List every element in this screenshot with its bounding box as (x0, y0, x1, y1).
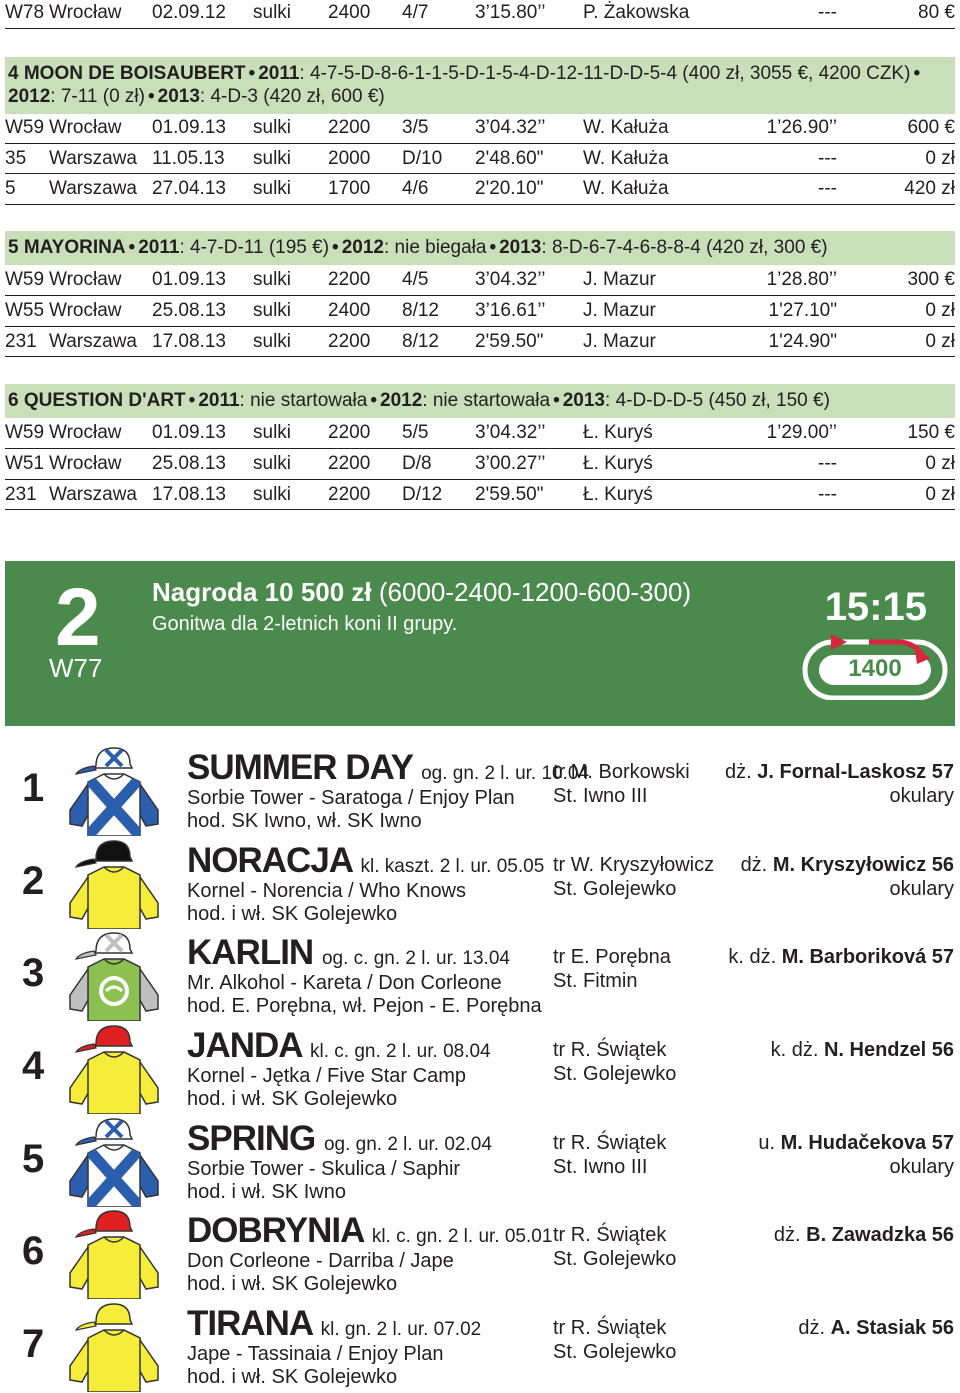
result-place: W59 (5, 269, 45, 290)
year-results: : 4-7-D-11 (195 €) (179, 237, 330, 258)
result-type: sulki (253, 484, 292, 505)
result-date: 02.09.12 (152, 2, 226, 23)
result-position: 8/12 (402, 300, 439, 321)
result-position: 3/5 (402, 117, 429, 138)
entry-row (0, 837, 960, 929)
result-record: 1’28.80’’ (766, 269, 837, 290)
year-results: : 4-D-3 (420 zł, 600 €) (199, 86, 385, 107)
result-prize: 600 € (907, 117, 955, 138)
result-distance: 2200 (328, 269, 371, 290)
entry-row (0, 744, 960, 836)
pedigree: Sorbie Tower - Saratoga / Enjoy Plan (187, 787, 515, 809)
result-type: sulki (253, 331, 292, 352)
result-city: Wrocław (49, 269, 122, 290)
result-record: 1’26.90’’ (766, 117, 837, 138)
entry-row (0, 1300, 960, 1392)
breeder-owner: hod. i wł. SK Golejewko (187, 1273, 398, 1295)
result-prize: 300 € (907, 269, 955, 290)
result-row (5, 0, 955, 28)
row-divider (5, 204, 955, 205)
stable: St. Iwno III (553, 1156, 648, 1178)
trainer: tr M. Borkowski (553, 761, 690, 783)
entry-row (0, 1022, 960, 1114)
horse-description: kl. c. gn. 2 l. ur. 05.01 (371, 1226, 553, 1247)
result-date: 25.08.13 (152, 453, 226, 474)
result-time: 3’04.32’’ (475, 269, 546, 290)
result-prize: 0 zł (925, 148, 955, 169)
result-prize: 0 zł (925, 484, 955, 505)
stable: St. Golejewko (553, 1248, 677, 1270)
year-results: : nie biegała (383, 237, 487, 258)
result-prize: 0 zł (925, 453, 955, 474)
trainer: tr R. Świątek (553, 1317, 667, 1339)
result-city: Warszawa (49, 148, 137, 169)
result-city: Warszawa (49, 178, 137, 199)
breeder-owner: hod. i wł. SK Golejewko (187, 1088, 398, 1110)
result-time: 2'20.10" (475, 178, 544, 199)
row-divider (5, 356, 955, 357)
stable: St. Golejewko (553, 878, 677, 900)
horse-description: og. c. gn. 2 l. ur. 13.04 (321, 948, 510, 969)
year-label: 2011 (258, 63, 300, 84)
horse-header-line: 6 QUESTION D'ART • 2011: nie startowała • 2012: nie startowała • 2013: 4-D-D-D-5 (450 zł, 150 €) (8, 390, 830, 411)
result-row (5, 265, 955, 295)
result-record: --- (818, 484, 837, 505)
result-time: 2'59.50" (475, 484, 544, 505)
result-distance: 1700 (328, 178, 371, 199)
horse-name: KARLIN og. c. gn. 2 l. ur. 13.04 (187, 933, 510, 972)
result-position: 5/5 (402, 422, 429, 443)
result-date: 01.09.13 (152, 269, 226, 290)
jockey: dż. B. Zawadzka 56 (773, 1224, 954, 1246)
result-prize: 0 zł (925, 331, 955, 352)
result-row (5, 480, 955, 510)
result-position: 4/5 (402, 269, 429, 290)
race-header (5, 561, 955, 726)
result-type: sulki (253, 300, 292, 321)
trainer: tr R. Świątek (553, 1132, 667, 1154)
trainer: tr R. Świątek (553, 1224, 667, 1246)
pedigree: Kornel - Jętka / Five Star Camp (187, 1065, 466, 1087)
equipment-note: okulary (889, 785, 954, 807)
pedigree: Jape - Tassinaia / Enjoy Plan (187, 1343, 444, 1365)
horse-header-line: 4 MOON DE BOISAUBERT • 2011: 4-7-5-D-8-6-1-1-5-D-1-5-4-D-12-11-D-D-5-4 (400 zł, 3055 €, 4200 CZK) • (8, 63, 921, 84)
year-label: 2012 (341, 237, 384, 258)
year-results: : nie startowała (422, 390, 551, 411)
trainer: tr E. Porębna (553, 946, 671, 968)
horse-description: og. gn. 2 l. ur. 02.04 (323, 1134, 492, 1155)
entry-number: 5 (22, 1137, 45, 1181)
year-results: : 4-D-D-D-5 (450 zł, 150 €) (605, 390, 830, 411)
jockey-silk-icon (66, 744, 162, 836)
result-distance: 2400 (328, 300, 371, 321)
result-type: sulki (253, 148, 292, 169)
result-jockey: J. Mazur (583, 300, 656, 321)
result-prize: 420 zł (904, 178, 955, 199)
jockey-silk-icon (66, 1115, 162, 1207)
horse-description: kl. c. gn. 2 l. ur. 08.04 (310, 1041, 491, 1062)
stable: St. Golejewko (553, 1063, 677, 1085)
pedigree: Don Corleone - Darriba / Jape (187, 1250, 454, 1272)
result-date: 11.05.13 (152, 148, 225, 169)
entry-row (0, 929, 960, 1021)
result-type: sulki (253, 453, 292, 474)
pedigree: Mr. Alkohol - Kareta / Don Corleone (187, 972, 502, 994)
result-row (5, 113, 955, 143)
result-position: 4/6 (402, 178, 429, 199)
breeder-owner: hod. E. Porębna, wł. Pejon - E. Porębna (187, 995, 542, 1017)
result-place: W78 (5, 2, 45, 23)
result-type: sulki (253, 269, 292, 290)
pedigree: Sorbie Tower - Skulica / Saphir (187, 1158, 461, 1180)
horse-description: kl. gn. 2 l. ur. 07.02 (320, 1319, 482, 1340)
jockey: u. M. Hudačekova 57 (758, 1132, 954, 1154)
year-label: 2012 (380, 390, 423, 411)
result-position: D/8 (402, 453, 432, 474)
breeder-owner: hod. i wł. SK Golejewko (187, 1366, 398, 1388)
year-label: 2011 (138, 237, 180, 258)
race-prize-split: (6000-2400-1200-600-300) (371, 577, 692, 607)
result-place: W59 (5, 117, 45, 138)
entry-number: 4 (22, 1044, 45, 1088)
row-divider (5, 28, 955, 29)
entry-row (0, 1207, 960, 1299)
race-number: 2 (55, 572, 101, 663)
horse-name: NORACJA kl. kaszt. 2 l. ur. 05.05 (187, 841, 545, 880)
result-row (5, 449, 955, 479)
result-city: Warszawa (49, 331, 137, 352)
result-time: 3’15.80’’ (475, 2, 546, 23)
result-row (5, 174, 955, 204)
horse-name: JANDA kl. c. gn. 2 l. ur. 08.04 (187, 1026, 491, 1065)
jockey: k. dż. M. Barboriková 57 (728, 946, 954, 968)
result-place: 231 (5, 331, 37, 352)
result-position: 4/7 (402, 2, 429, 23)
horse-number-name: 5 MAYORINA (8, 237, 126, 258)
result-time: 3’04.32’’ (475, 422, 546, 443)
breeder-owner: hod. SK Iwno, wł. SK Iwno (187, 810, 422, 832)
result-jockey: Ł. Kuryś (583, 422, 653, 443)
entry-number: 3 (22, 951, 45, 995)
year-label: 2013 (562, 390, 606, 411)
result-jockey: W. Kałuża (583, 178, 669, 199)
result-time: 2'59.50" (475, 331, 544, 352)
race-start-time: 15:15 (824, 585, 927, 629)
result-city: Wrocław (49, 300, 122, 321)
result-jockey: J. Mazur (583, 331, 656, 352)
horse-name: TIRANA kl. gn. 2 l. ur. 07.02 (187, 1304, 482, 1343)
result-type: sulki (253, 422, 292, 443)
year-label: 2013 (499, 237, 542, 258)
horse-number-name: 4 MOON DE BOISAUBERT (8, 63, 246, 84)
year-label: 2011 (198, 390, 240, 411)
result-position: D/12 (402, 484, 443, 505)
result-city: Warszawa (49, 484, 137, 505)
result-record: --- (818, 453, 837, 474)
pedigree: Kornel - Norencia / Who Knows (187, 880, 467, 902)
result-jockey: W. Kałuża (583, 117, 669, 138)
result-jockey: Ł. Kuryś (583, 453, 653, 474)
breeder-owner: hod. i wł. SK Golejewko (187, 903, 398, 925)
result-place: W55 (5, 300, 45, 321)
result-date: 17.08.13 (152, 331, 226, 352)
jockey-silk-icon (66, 929, 162, 1021)
race-code: W77 (49, 653, 103, 683)
result-distance: 2200 (328, 484, 371, 505)
stable: St. Iwno III (553, 785, 648, 807)
jockey-silk-icon (66, 1300, 162, 1392)
result-type: sulki (253, 178, 292, 199)
result-record: --- (818, 178, 837, 199)
result-place: 5 (5, 178, 16, 199)
result-city: Wrocław (49, 422, 122, 443)
result-prize: 80 € (918, 2, 955, 23)
result-city: Wrocław (49, 2, 122, 23)
horse-description: og. gn. 2 l. ur. 10.04 (421, 763, 590, 784)
result-time: 2'48.60" (475, 148, 544, 169)
row-divider (5, 509, 955, 510)
result-row (5, 327, 955, 357)
result-place: 231 (5, 484, 37, 505)
result-distance: 2200 (328, 117, 371, 138)
result-distance: 2200 (328, 331, 371, 352)
year-results: : 4-7-5-D-8-6-1-1-5-D-1-5-4-D-12-11-D-D-5-4 (400 zł, 3055 €, 4200 CZK) (299, 63, 911, 84)
jockey-silk-icon (66, 837, 162, 929)
race-prize (152, 575, 691, 609)
result-city: Wrocław (49, 453, 122, 474)
result-type: sulki (253, 117, 292, 138)
race-description: Gonitwa dla 2-letnich koni II grupy. (152, 613, 458, 635)
result-city: Wrocław (49, 117, 122, 138)
year-results: : 8-D-6-7-4-6-8-8-4 (420 zł, 300 €) (541, 237, 828, 258)
result-date: 25.08.13 (152, 300, 226, 321)
year-label: 2012 (8, 86, 51, 107)
result-prize: 150 € (907, 422, 955, 443)
entry-number: 1 (22, 766, 45, 810)
jockey: dż. M. Kryszyłowicz 56 (740, 854, 954, 876)
result-prize: 0 zł (925, 300, 955, 321)
result-record: --- (818, 148, 837, 169)
horse-name: DOBRYNIA kl. c. gn. 2 l. ur. 05.01 (187, 1211, 553, 1250)
result-distance: 2400 (328, 2, 371, 23)
jockey-silk-icon (66, 1207, 162, 1299)
trainer: tr W. Kryszyłowicz (553, 854, 715, 876)
trainer: tr R. Świątek (553, 1039, 667, 1061)
equipment-note: okulary (889, 1156, 954, 1178)
entry-row (0, 1115, 960, 1207)
entry-number: 2 (22, 859, 45, 903)
result-record: --- (818, 2, 837, 23)
result-row (5, 296, 955, 326)
horse-number-name: 6 QUESTION D'ART (8, 390, 186, 411)
horse-name: SUMMER DAY og. gn. 2 l. ur. 10.04 (187, 748, 590, 787)
result-jockey: Ł. Kuryś (583, 484, 653, 505)
stable: St. Fitmin (553, 970, 638, 992)
result-row (5, 418, 955, 448)
horse-header-line: 2012: 7-11 (0 zł) • 2013: 4-D-3 (420 zł, 600 €) (8, 86, 385, 107)
result-time: 3’04.32’’ (475, 117, 546, 138)
jockey: k. dż. N. Hendzel 56 (770, 1039, 954, 1061)
stable: St. Golejewko (553, 1341, 677, 1363)
result-row (5, 144, 955, 174)
race-prize-amount: Nagroda 10 500 zł (152, 577, 372, 607)
result-distance: 2000 (328, 148, 371, 169)
result-record: 1’29.00’’ (766, 422, 837, 443)
result-place: 35 (5, 148, 27, 169)
equipment-note: okulary (889, 878, 954, 900)
result-date: 01.09.13 (152, 422, 226, 443)
result-position: D/10 (402, 148, 443, 169)
result-time: 3’16.61’’ (475, 300, 546, 321)
jockey: dż. J. Fornal-Laskosz 57 (725, 761, 954, 783)
entry-number: 6 (22, 1229, 45, 1273)
horse-name: SPRING og. gn. 2 l. ur. 02.04 (187, 1119, 492, 1158)
result-place: W59 (5, 422, 45, 443)
result-position: 8/12 (402, 331, 439, 352)
result-date: 17.08.13 (152, 484, 226, 505)
result-record: 1'24.90" (768, 331, 837, 352)
result-type: sulki (253, 2, 292, 23)
entry-number: 7 (22, 1322, 45, 1366)
result-date: 27.04.13 (152, 178, 226, 199)
result-distance: 2200 (328, 453, 371, 474)
year-results: : nie startowała (239, 390, 368, 411)
race-distance: 1400 (848, 655, 902, 682)
result-jockey: J. Mazur (583, 269, 656, 290)
result-place: W51 (5, 453, 45, 474)
horse-header-line: 5 MAYORINA • 2011: 4-7-D-11 (195 €) • 2012: nie biegała • 2013: 8-D-6-7-4-6-8-8-4 (420 zł, 300 €) (8, 237, 828, 258)
year-label: 2013 (157, 86, 200, 107)
jockey: dż. A. Stasiak 56 (798, 1317, 954, 1339)
result-record: 1'27.10" (768, 300, 837, 321)
result-time: 3’00.27’’ (475, 453, 546, 474)
horse-description: kl. kaszt. 2 l. ur. 05.05 (360, 856, 545, 877)
result-distance: 2200 (328, 422, 371, 443)
result-date: 01.09.13 (152, 117, 226, 138)
result-jockey: W. Kałuża (583, 148, 669, 169)
year-results: : 7-11 (0 zł) (50, 86, 145, 107)
breeder-owner: hod. i wł. SK Iwno (187, 1181, 346, 1203)
result-jockey: P. Żakowska (583, 2, 690, 23)
jockey-silk-icon (66, 1022, 162, 1114)
